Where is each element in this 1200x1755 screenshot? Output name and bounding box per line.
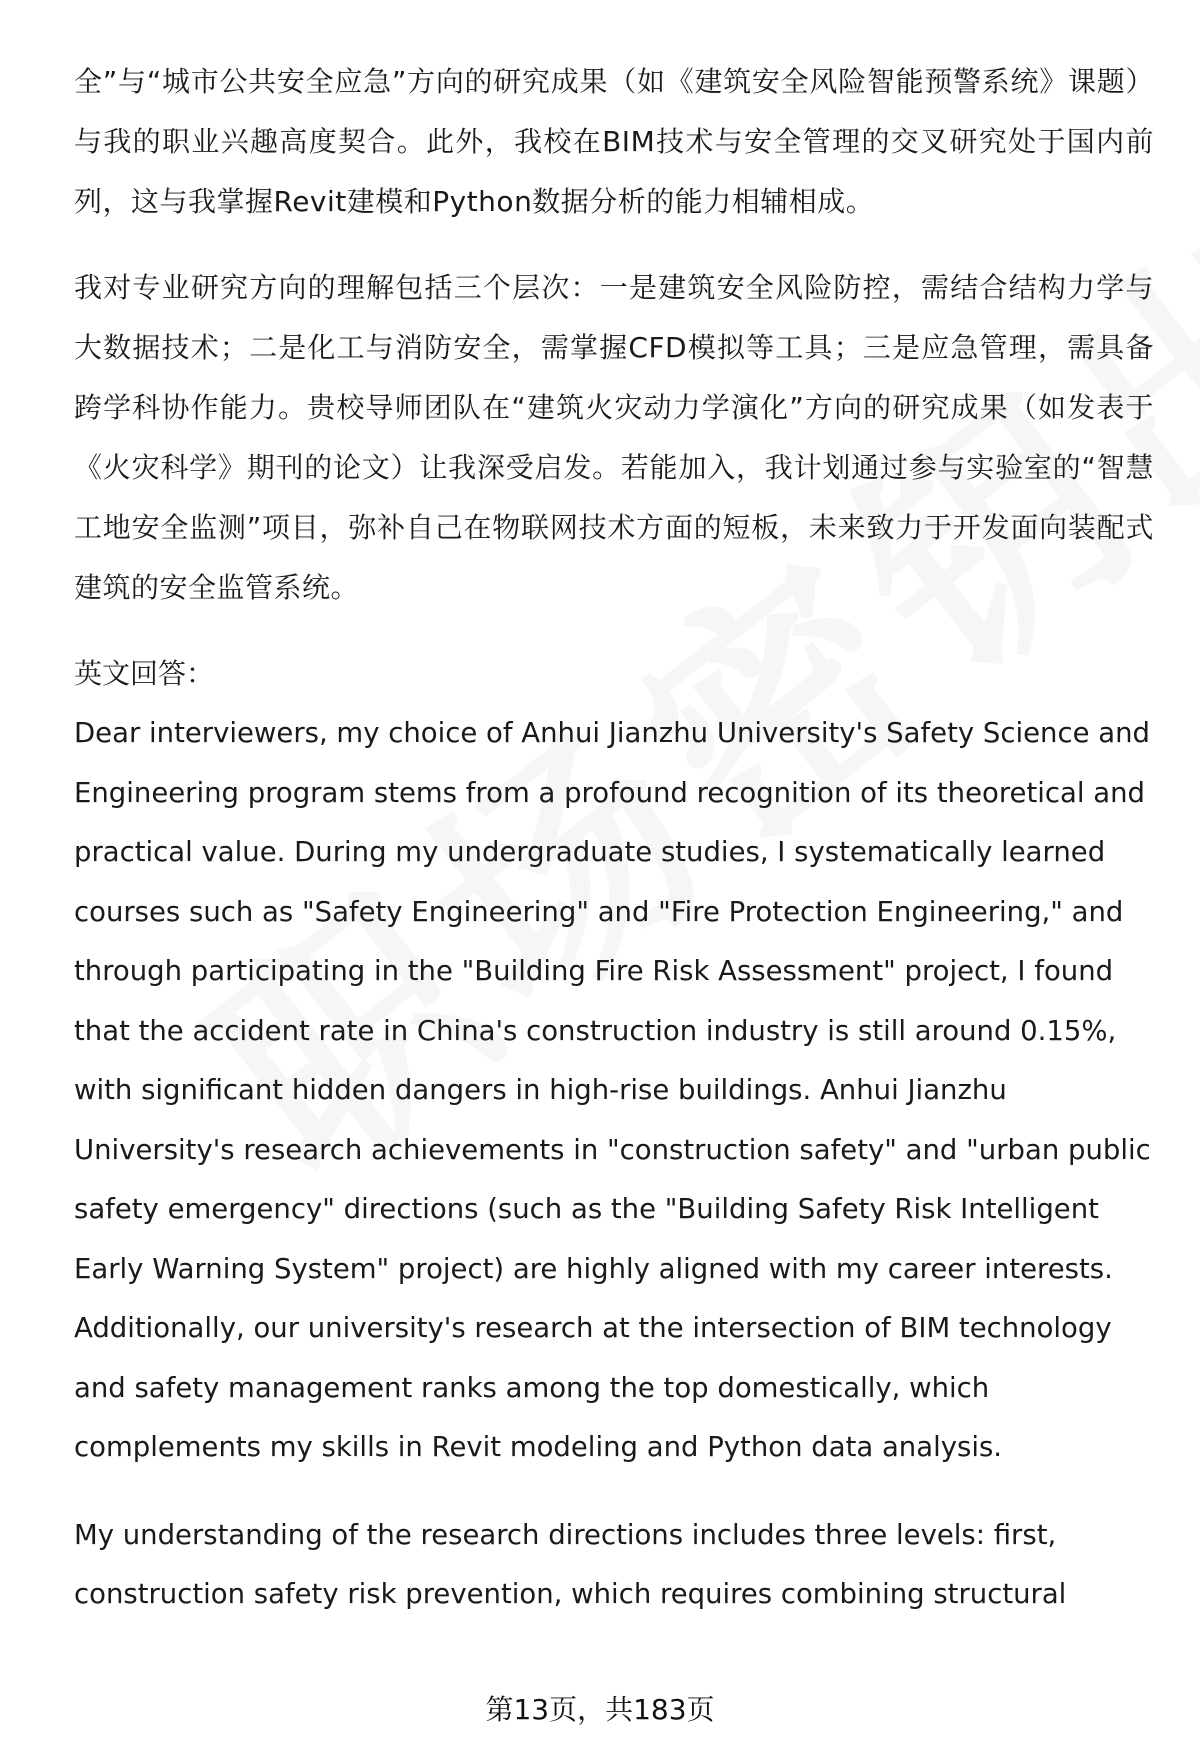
paragraph-cn-1: 全”与“城市公共安全应急”方向的研究成果（如《建筑安全风险智能预警系统》课题）与我的职业兴趣高度契合。此外，我校在BIM技术与安全管理的交叉研究处于国内前列，这与我掌握Revit建模和Python数据分析的能力相辅相成。 xyxy=(74,65,1154,218)
page-indicator: 第13页，共183页 xyxy=(485,1693,715,1726)
paragraph-en-1: Dear interviewers, my choice of Anhui Jianzhu University's Safety Science and Engineering program stems from a profound recognition of its theoretical and practical value. During my undergraduate studies, I systematically learned courses such as "Safety Engineering" and "Fire Protection Engineering," and through participating in the "Building Fire Risk Assessment" project, I found that the accident rate in China's construction industry is still around 0.15%, with significant hidden dangers in high-rise buildings. Anhui Jianzhu University's research achievements in "construction safety" and "urban public safety emergency" directions (such as the "Building Safety Risk Intelligent Early Warning System" project) are highly aligned with my career interests. Additionally, our university's research at the intersection of BIM technology and safety management ranks among the top domestically, which complements my skills in Revit modeling and Python data analysis. xyxy=(74,717,1151,1463)
paragraph-cn-2: 我对专业研究方向的理解包括三个层次：一是建筑安全风险防控，需结合结构力学与大数据技术；二是化工与消防安全，需掌握CFD模拟等工具；三是应急管理，需具备跨学科协作能力。贵校导师团队在“建筑火灾动力学演化”方向的研究成果（如发表于《火灾科学》期刊的论文）让我深受启发。若能加入，我计划通过参与实验室的“智慧工地安全监测”项目，弥补自己在物联网技术方面的短板，未来致力于开发面向装配式建筑的安全监管系统。 xyxy=(74,271,1154,604)
english-answer-label: 英文回答： xyxy=(74,657,215,690)
document-body xyxy=(74,52,1154,1625)
paragraph-en-2: My understanding of the research directions includes three levels: first, construction safety risk prevention, which requires combining structural xyxy=(74,1518,1067,1610)
